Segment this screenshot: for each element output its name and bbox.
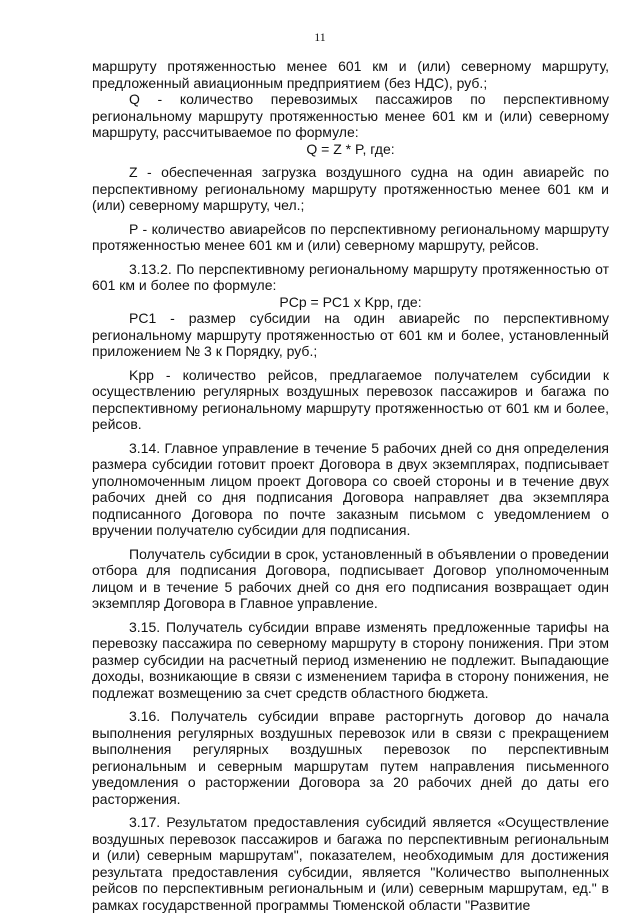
- paragraph-10: Получатель субсидии в срок, установленный в объявлении о проведении отбора для подписания Договора, подписывает Договор уполномоченным лицом и в течение 5 рабочих дней со дня его подписания возвращает один экземпляр Договора в Главное управление.: [92, 545, 609, 611]
- document-body: [92, 58, 609, 913]
- paragraph-5: 3.13.2. По перспективному региональному маршруту протяженностью от 601 км и более по формуле:: [92, 260, 609, 293]
- paragraph-0: маршруту протяженностью менее 601 км и (или) северному маршруту, предложенный авиационным предприятием (без НДС), руб.;: [92, 58, 609, 91]
- paragraph-11: 3.15. Получатель субсидии вправе изменять предложенные тарифы на перевозку пассажира по северному маршруту в сторону понижения. При этом размер субсидии на расчетный период изменению не подлежит. Выпадающие доходы, возникающие в связи с изменением тарифа в сторону понижения, не подлежат возмещению за счет средств областного бюджета.: [92, 618, 609, 701]
- paragraph-4: P - количество авиарейсов по перспективному региональному маршруту протяженностью менее 601 км и (или) северному маршруту, рейсов.: [92, 220, 609, 253]
- paragraph-9: 3.14. Главное управление в течение 5 рабочих дней со дня определения размера субсидии готовит проект Договора в двух экземплярах, подписывает уполномоченным лицом проект Договора со своей стороны и в течение двух рабочих дней со дня подписания Договора направляет два экземпляра подписанного Договора по почте заказным письмом с уведомлением о вручении получателю субсидии для подписания.: [92, 439, 609, 538]
- paragraph-3: Z - обеспеченная загрузка воздушного судна на один авиарейс по перспективному региональному маршруту протяженностью менее 601 км и (или) северному маршруту, чел.;: [92, 164, 609, 213]
- paragraph-1: Q - количество перевозимых пассажиров по перспективному региональному маршруту протяженностью менее 601 км и (или) северному маршруту, рассчитываемое по формуле:: [92, 91, 609, 140]
- page-number: 11: [314, 30, 326, 44]
- formula-pcp: PCp = PC1 x Kpp, где:: [279, 293, 422, 310]
- paragraph-13: 3.17. Результатом предоставления субсидий является «Осуществление воздушных перевозок пассажиров и багажа по перспективным региональным и (или) северным маршрутам", показателем, необходимым для достижения результата предоставления субсидии, является "Количество выполненных рейсов по перспективным региональным и (или) северным маршрутам, ед." в рамках государственной программы Тюменской области "Развитие: [92, 814, 609, 913]
- paragraph-7: PC1 - размер субсидии на один авиарейс по перспективному региональному маршруту протяженностью от 601 км и более, установленный приложением № 3 к Порядку, руб.;: [92, 310, 609, 359]
- formula-q: Q = Z * P, где:: [306, 140, 395, 157]
- paragraph-8: Kpp - количество рейсов, предлагаемое получателем субсидии к осуществлению регулярных воздушных перевозок пассажиров и багажа по перспективному региональному маршруту протяженностью от 601 км и более, рейсов.: [92, 366, 609, 432]
- paragraph-12: 3.16. Получатель субсидии вправе расторгнуть договор до начала выполнения регулярных воздушных перевозок или в связи с прекращением выполнения регулярных воздушных перевозок по перспективным региональным и северным маршрутам путем направления письменного уведомления о расторжении Договора за 20 рабочих дней до даты его расторжения.: [92, 708, 609, 807]
